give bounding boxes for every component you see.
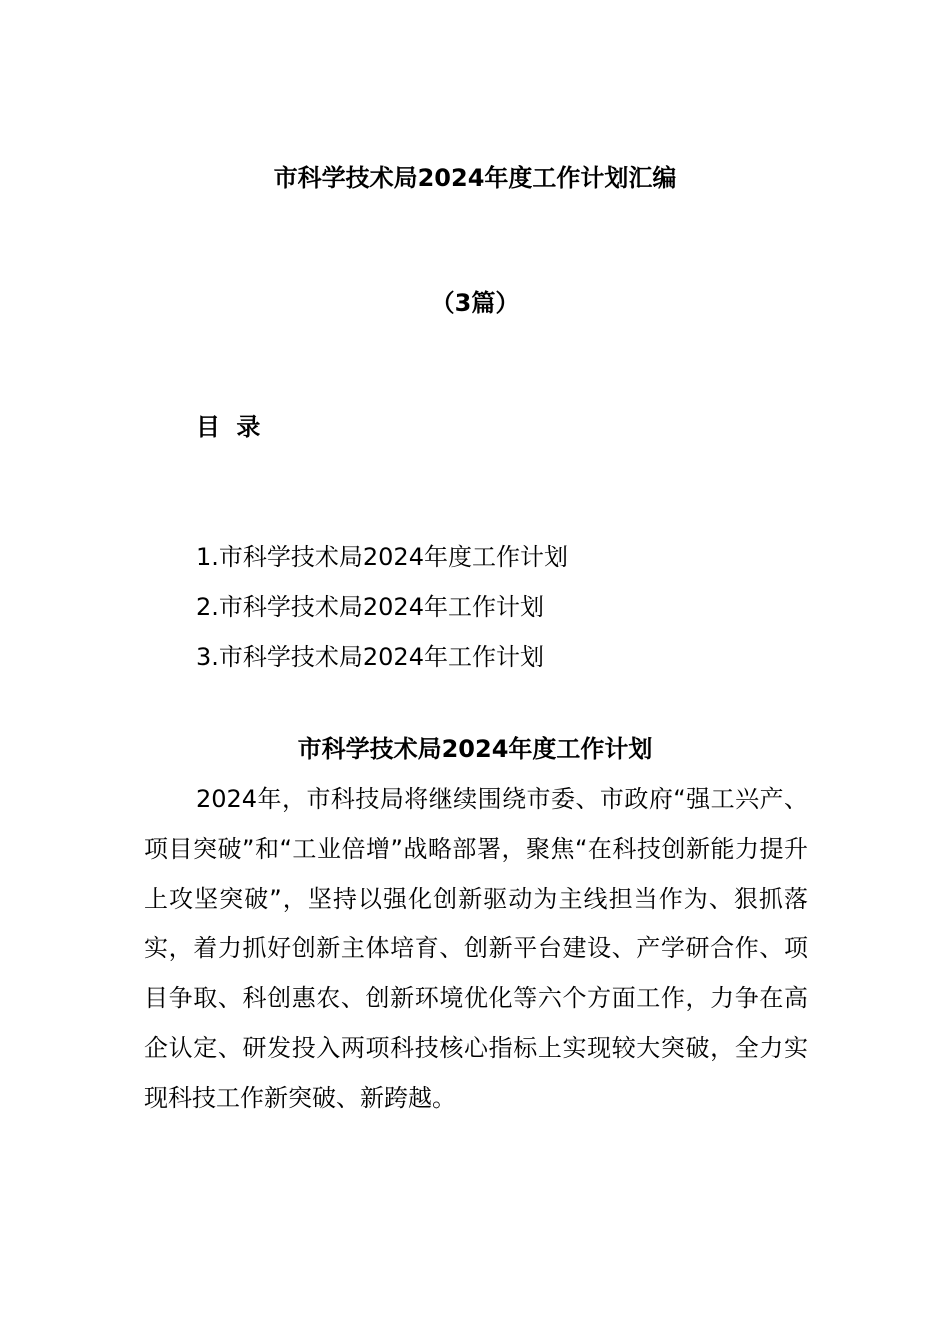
body-paragraph: 2024年，市科技局将继续围绕市委、市政府“强工兴产、项目突破”和“工业倍增”战略部署，聚焦“在科技创新能力提升上攻坚突破”，坚持以强化创新驱动为主线担当作为、狠抓落实，着力抓好创新主体培育、创新平台建设、产学研合作、项目争取、科创惠农、创新环境优化等六个方面工作，力争在高企认定、研发投入两项科技核心指标上实现较大突破，全力实现科技工作新突破、新跨越。 [144, 785, 808, 1112]
toc-item-3: 3.市科学技术局2024年工作计划 [196, 643, 544, 671]
toc-item-2: 2.市科学技术局2024年工作计划 [196, 593, 544, 621]
document-title: 市科学技术局2024年度工作计划汇编 [273, 164, 677, 192]
table-of-contents [196, 532, 568, 682]
section-title: 市科学技术局2024年度工作计划 [297, 735, 653, 763]
document-subtitle: （3篇） [430, 289, 520, 317]
toc-heading: 目 录 [196, 413, 265, 441]
toc-item-1: 1.市科学技术局2024年度工作计划 [196, 543, 568, 571]
